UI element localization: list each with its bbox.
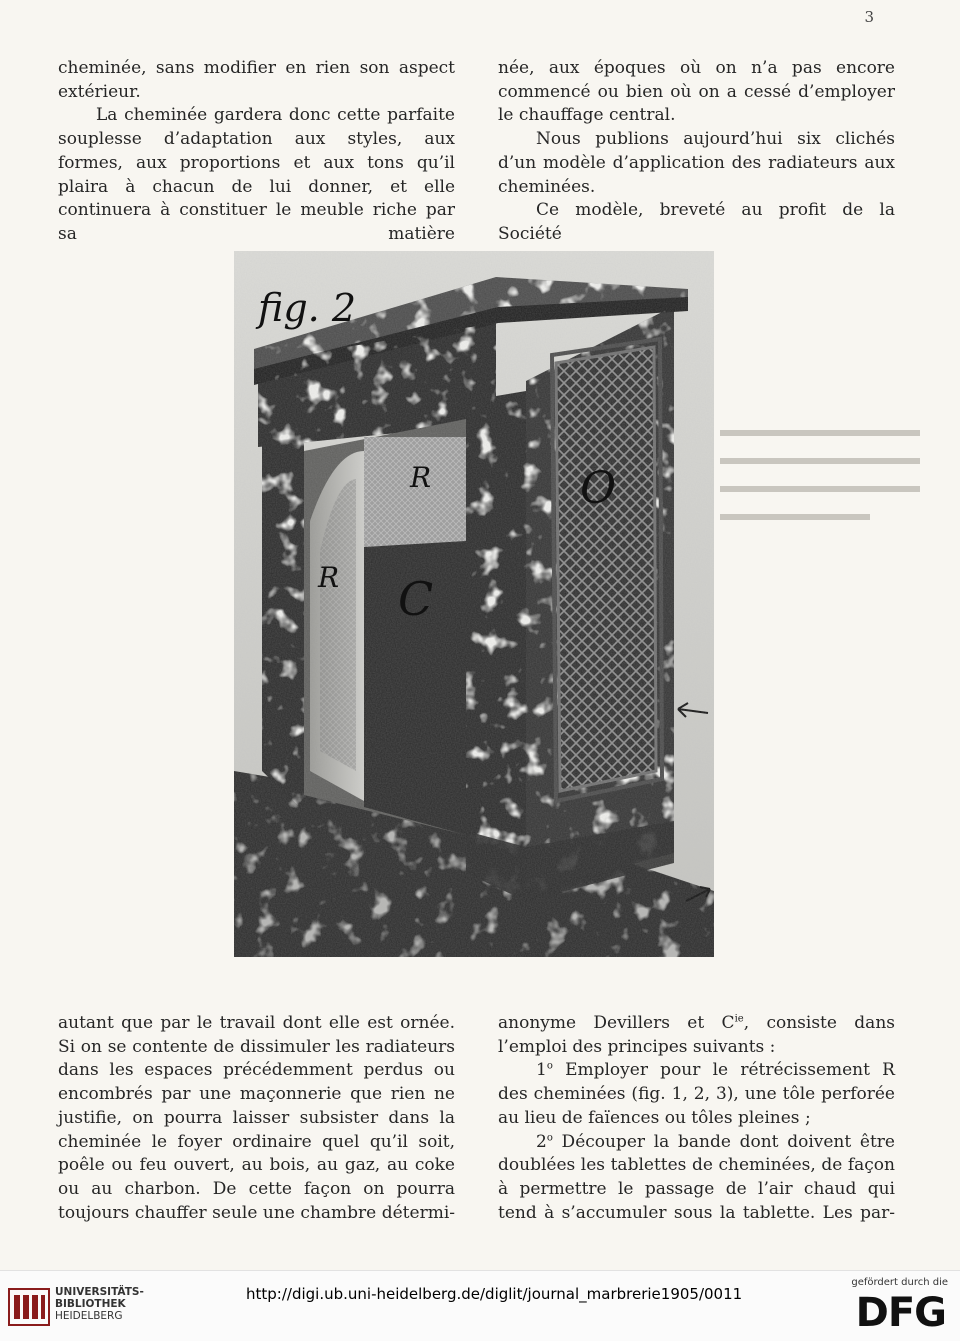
library-line: UNIVERSITÄTS- — [55, 1286, 144, 1298]
paragraph: La cheminée gardera donc cette parfaite souplesse d’adaptation aux styles, aux formes, aux proportions et aux tons qu’il plaira à chacun de lui donner, et elle continuera à constituer le meuble riche par sa matière — [58, 105, 455, 244]
text-column-bottom-left — [58, 1012, 455, 1225]
text-column-top-left — [58, 57, 455, 247]
source-url-link[interactable]: http://digi.ub.uni-heidelberg.de/diglit/journal_marbrerie1905/0011 — [246, 1285, 743, 1303]
digitization-footer — [0, 1270, 960, 1341]
funding-label: gefördert durch die — [851, 1277, 948, 1288]
label-o: O — [580, 463, 617, 514]
text-run: anonyme Devillers et C — [498, 1013, 735, 1033]
library-name — [55, 1286, 144, 1322]
figure-caption: fig. 2 — [258, 286, 357, 330]
page-number: 3 — [864, 8, 874, 26]
paragraph: cheminée, sans modifier en rien son aspect extérieur. — [58, 58, 455, 102]
label-r-top: R — [410, 461, 432, 494]
text-run: Découper la bande dont doivent être doublées les tablettes de cheminées, de façon à permettre le passage de l’air chaud qui tend à s’accumuler sous la tablette. Les par- — [498, 1131, 895, 1223]
dfg-logo: DFG — [855, 1290, 946, 1336]
text-column-bottom-right — [498, 1012, 895, 1225]
text-column-top-right — [498, 57, 895, 247]
list-number: 2 — [536, 1131, 547, 1152]
university-library-logo-icon — [8, 1287, 50, 1327]
paragraph: Ce modèle, breveté au profit de la Société — [498, 200, 895, 244]
paragraph — [498, 1059, 895, 1130]
superscript: o — [546, 1060, 553, 1072]
paragraph: Nous publions aujourd’hui six clichés d’un modèle d’application des radiateurs aux cheminées. — [498, 129, 895, 197]
text-run: , consiste dans l’emploi des principes suivants : — [498, 1013, 895, 1057]
fireplace-photograph — [234, 251, 714, 957]
label-c: C — [398, 572, 434, 626]
paragraph: autant que par le travail dont elle est ornée. Si on se contente de dissimuler les radiateurs dans les espaces précédemment perdus ou encombrés par une maçonnerie que rien ne justifie, on pourra laisser subsister dans la cheminée le foyer ordinaire quel qu’il soit, poêle ou feu ouvert, au bois, au gaz, au coke ou au charbon. De cette façon on pourra toujours chauffer seule une chambre détermi- — [58, 1013, 455, 1223]
fireplace-illustration — [234, 251, 714, 957]
library-line: HEIDELBERG — [55, 1310, 123, 1322]
paragraph — [498, 1012, 895, 1059]
show-through-bleed — [700, 420, 940, 540]
list-number: 1 — [536, 1060, 547, 1081]
superscript: ie — [734, 1013, 744, 1025]
text-run: Employer pour le rétrécissement R des cheminées (fig. 1, 2, 3), une tôle perforée au lieu de faïences ou tôles pleines ; — [498, 1060, 895, 1128]
label-r-left: R — [318, 561, 340, 594]
library-line: BIBLIOTHEK — [55, 1298, 126, 1310]
paragraph: née, aux époques où on n’a pas encore commencé ou bien où on a cessé d’employer le chauffage central. — [498, 58, 895, 126]
superscript: o — [546, 1131, 553, 1143]
paragraph — [498, 1131, 895, 1226]
